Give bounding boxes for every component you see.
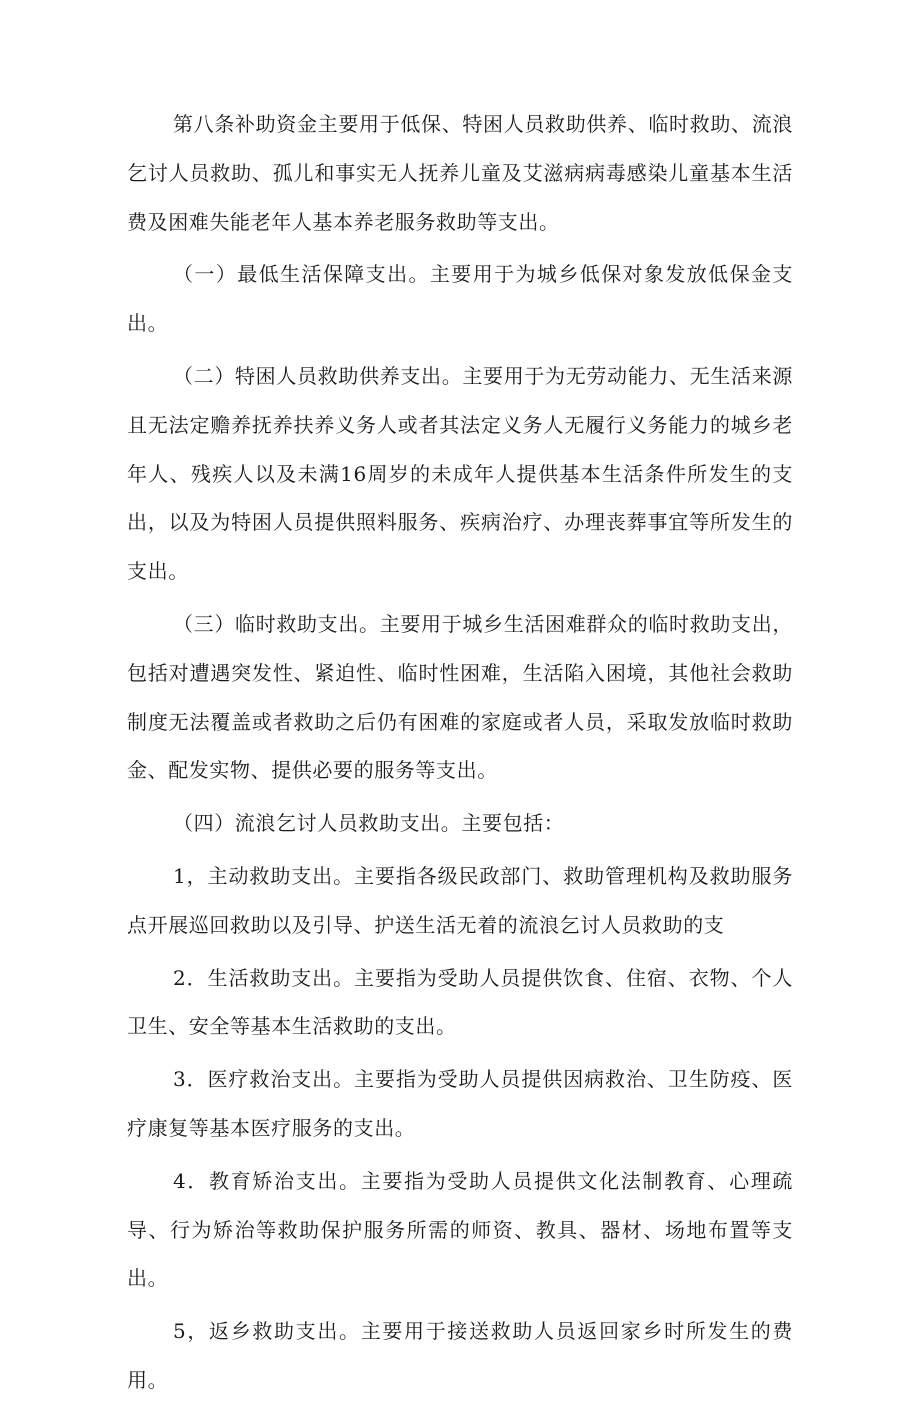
paragraph-subitem-4: 4．教育矫治支出。主要指为受助人员提供文化法制教育、心理疏导、行为矫治等救助保护服务所需的师资、教具、器材、场地布置等支出。	[127, 1168, 793, 1291]
paragraph-subitem-1: 1，主动救助支出。主要指各级民政部门、救助管理机构及救助服务点开展巡回救助以及引导、护送生活无着的流浪乞讨人员救助的支	[127, 863, 793, 937]
paragraph-item-1: （一）最低生活保障支出。主要用于为城乡低保对象发放低保金支出。	[127, 262, 793, 336]
paragraph-subitem-3: 3．医疗救治支出。主要指为受助人员提供因病救治、卫生防疫、医疗康复等基本医疗服务的支出。	[127, 1067, 793, 1140]
paragraph-item-3: （三）临时救助支出。主要用于城乡生活困难群众的临时救助支出，包括对遭遇突发性、紧迫性、临时性困难，生活陷入困境，其他社会救助制度无法覆盖或者救助之后仍有困难的家庭或者人员，采取发放临时救助金、配发实物、提供必要的服务等支出。	[127, 611, 793, 783]
document-body	[127, 100, 793, 1409]
paragraph-item-2: （二）特困人员救助供养支出。主要用于为无劳动能力、无生活来源且无法定赡养抚养扶养义务人或者其法定义务人无履行义务能力的城乡老年人、残疾人以及未满16周岁的未成年人提供基本生活条件所发生的支出，以及为特困人员提供照料服务、疾病治疗、办理丧葬事宜等所发生的支出。	[127, 363, 793, 584]
paragraph-article-8: 第八条补助资金主要用于低保、特困人员救助供养、临时救助、流浪乞讨人员救助、孤儿和事实无人抚养儿童及艾滋病病毒感染儿童基本生活费及困难失能老年人基本养老服务救助等支出。	[127, 112, 793, 234]
paragraph-subitem-5: 5，返乡救助支出。主要用于接送救助人员返回家乡时所发生的费用。	[127, 1319, 793, 1392]
paragraph-item-4: （四）流浪乞讨人员救助支出。主要包括：	[173, 811, 565, 836]
paragraph-subitem-2: 2．生活救助支出。主要指为受助人员提供饮食、住宿、衣物、个人卫生、安全等基本生活救助的支出。	[127, 965, 793, 1039]
